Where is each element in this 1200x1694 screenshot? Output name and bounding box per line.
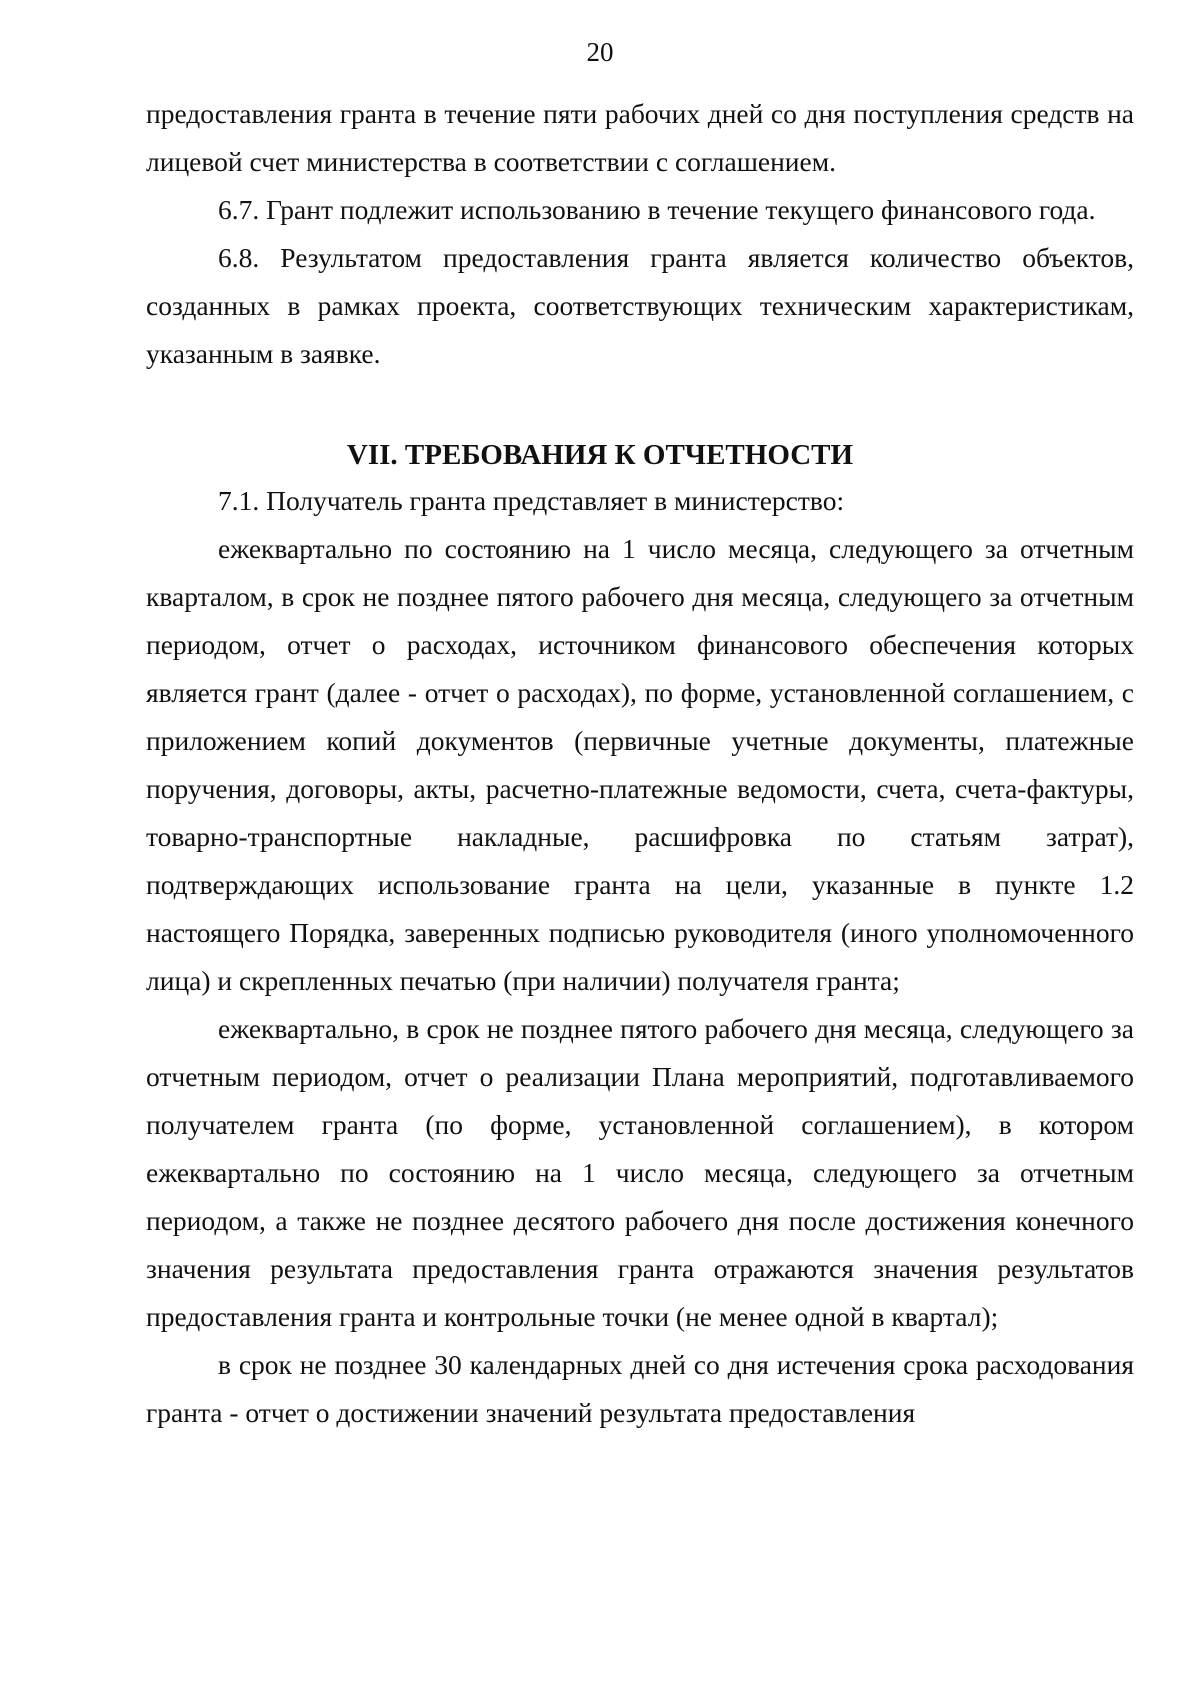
paragraph-quarterly-expenses: ежеквартально по состоянию на 1 число месяца, следующего за отчетным кварталом, в срок не позднее пятого рабочего дня месяца, следующего за отчетным периодом, отчет о расходах, источником финансового обеспечения которых является грант (далее - отчет о расходах), по форме, установленной соглашением, с приложением копий документов (первичные учетные документы, платежные поручения, договоры, акты, расчетно-платежные ведомости, счета, счета-фактуры, товарно-транспортные накладные, расшифровка по статьям затрат), подтверждающих использование гранта на цели, указанные в пункте 1.2 настоящего Порядка, заверенных подписью руководителя (иного уполномоченного лица) и скрепленных печатью (при наличии) получателя гранта; xyxy=(146,533,1134,996)
paragraph-6-8: 6.8. Результатом предоставления гранта является количество объектов, созданных в рамках проекта, соответствующих техническим характеристикам, указанным в заявке. xyxy=(146,242,1134,369)
paragraph-final-report: в срок не позднее 30 календарных дней со дня истечения срока расходования гранта - отчет о достижении значений результата предоставления xyxy=(146,1349,1134,1428)
section-6-text xyxy=(146,90,1134,378)
paragraph-7-1: 7.1. Получатель гранта представляет в министерство: xyxy=(218,485,845,516)
paragraph-quarterly-plan: ежеквартально, в срок не позднее пятого рабочего дня месяца, следующего за отчетным периодом, отчет о реализации Плана мероприятий, подготавливаемого получателем гранта (по форме, установленной соглашением), в котором ежеквартально по состоянию на 1 число месяца, следующего за отчетным периодом, а также не позднее десятого рабочего дня после достижения конечного значения результата предоставления гранта отражаются значения результатов предоставления гранта и контрольные точки (не менее одной в квартал); xyxy=(146,1013,1134,1332)
section-7-heading: VII. ТРЕБОВАНИЯ К ОТЧЕТНОСТИ xyxy=(346,439,854,471)
page-number: 20 xyxy=(586,37,614,67)
paragraph-continuation: предоставления гранта в течение пяти рабочих дней со дня поступления средств на лицевой счет министерства в соответствии с соглашением. xyxy=(146,98,1134,177)
section-7-body xyxy=(146,477,1134,1437)
paragraph-6-7: 6.7. Грант подлежит использованию в течение текущего финансового года. xyxy=(218,194,1096,225)
